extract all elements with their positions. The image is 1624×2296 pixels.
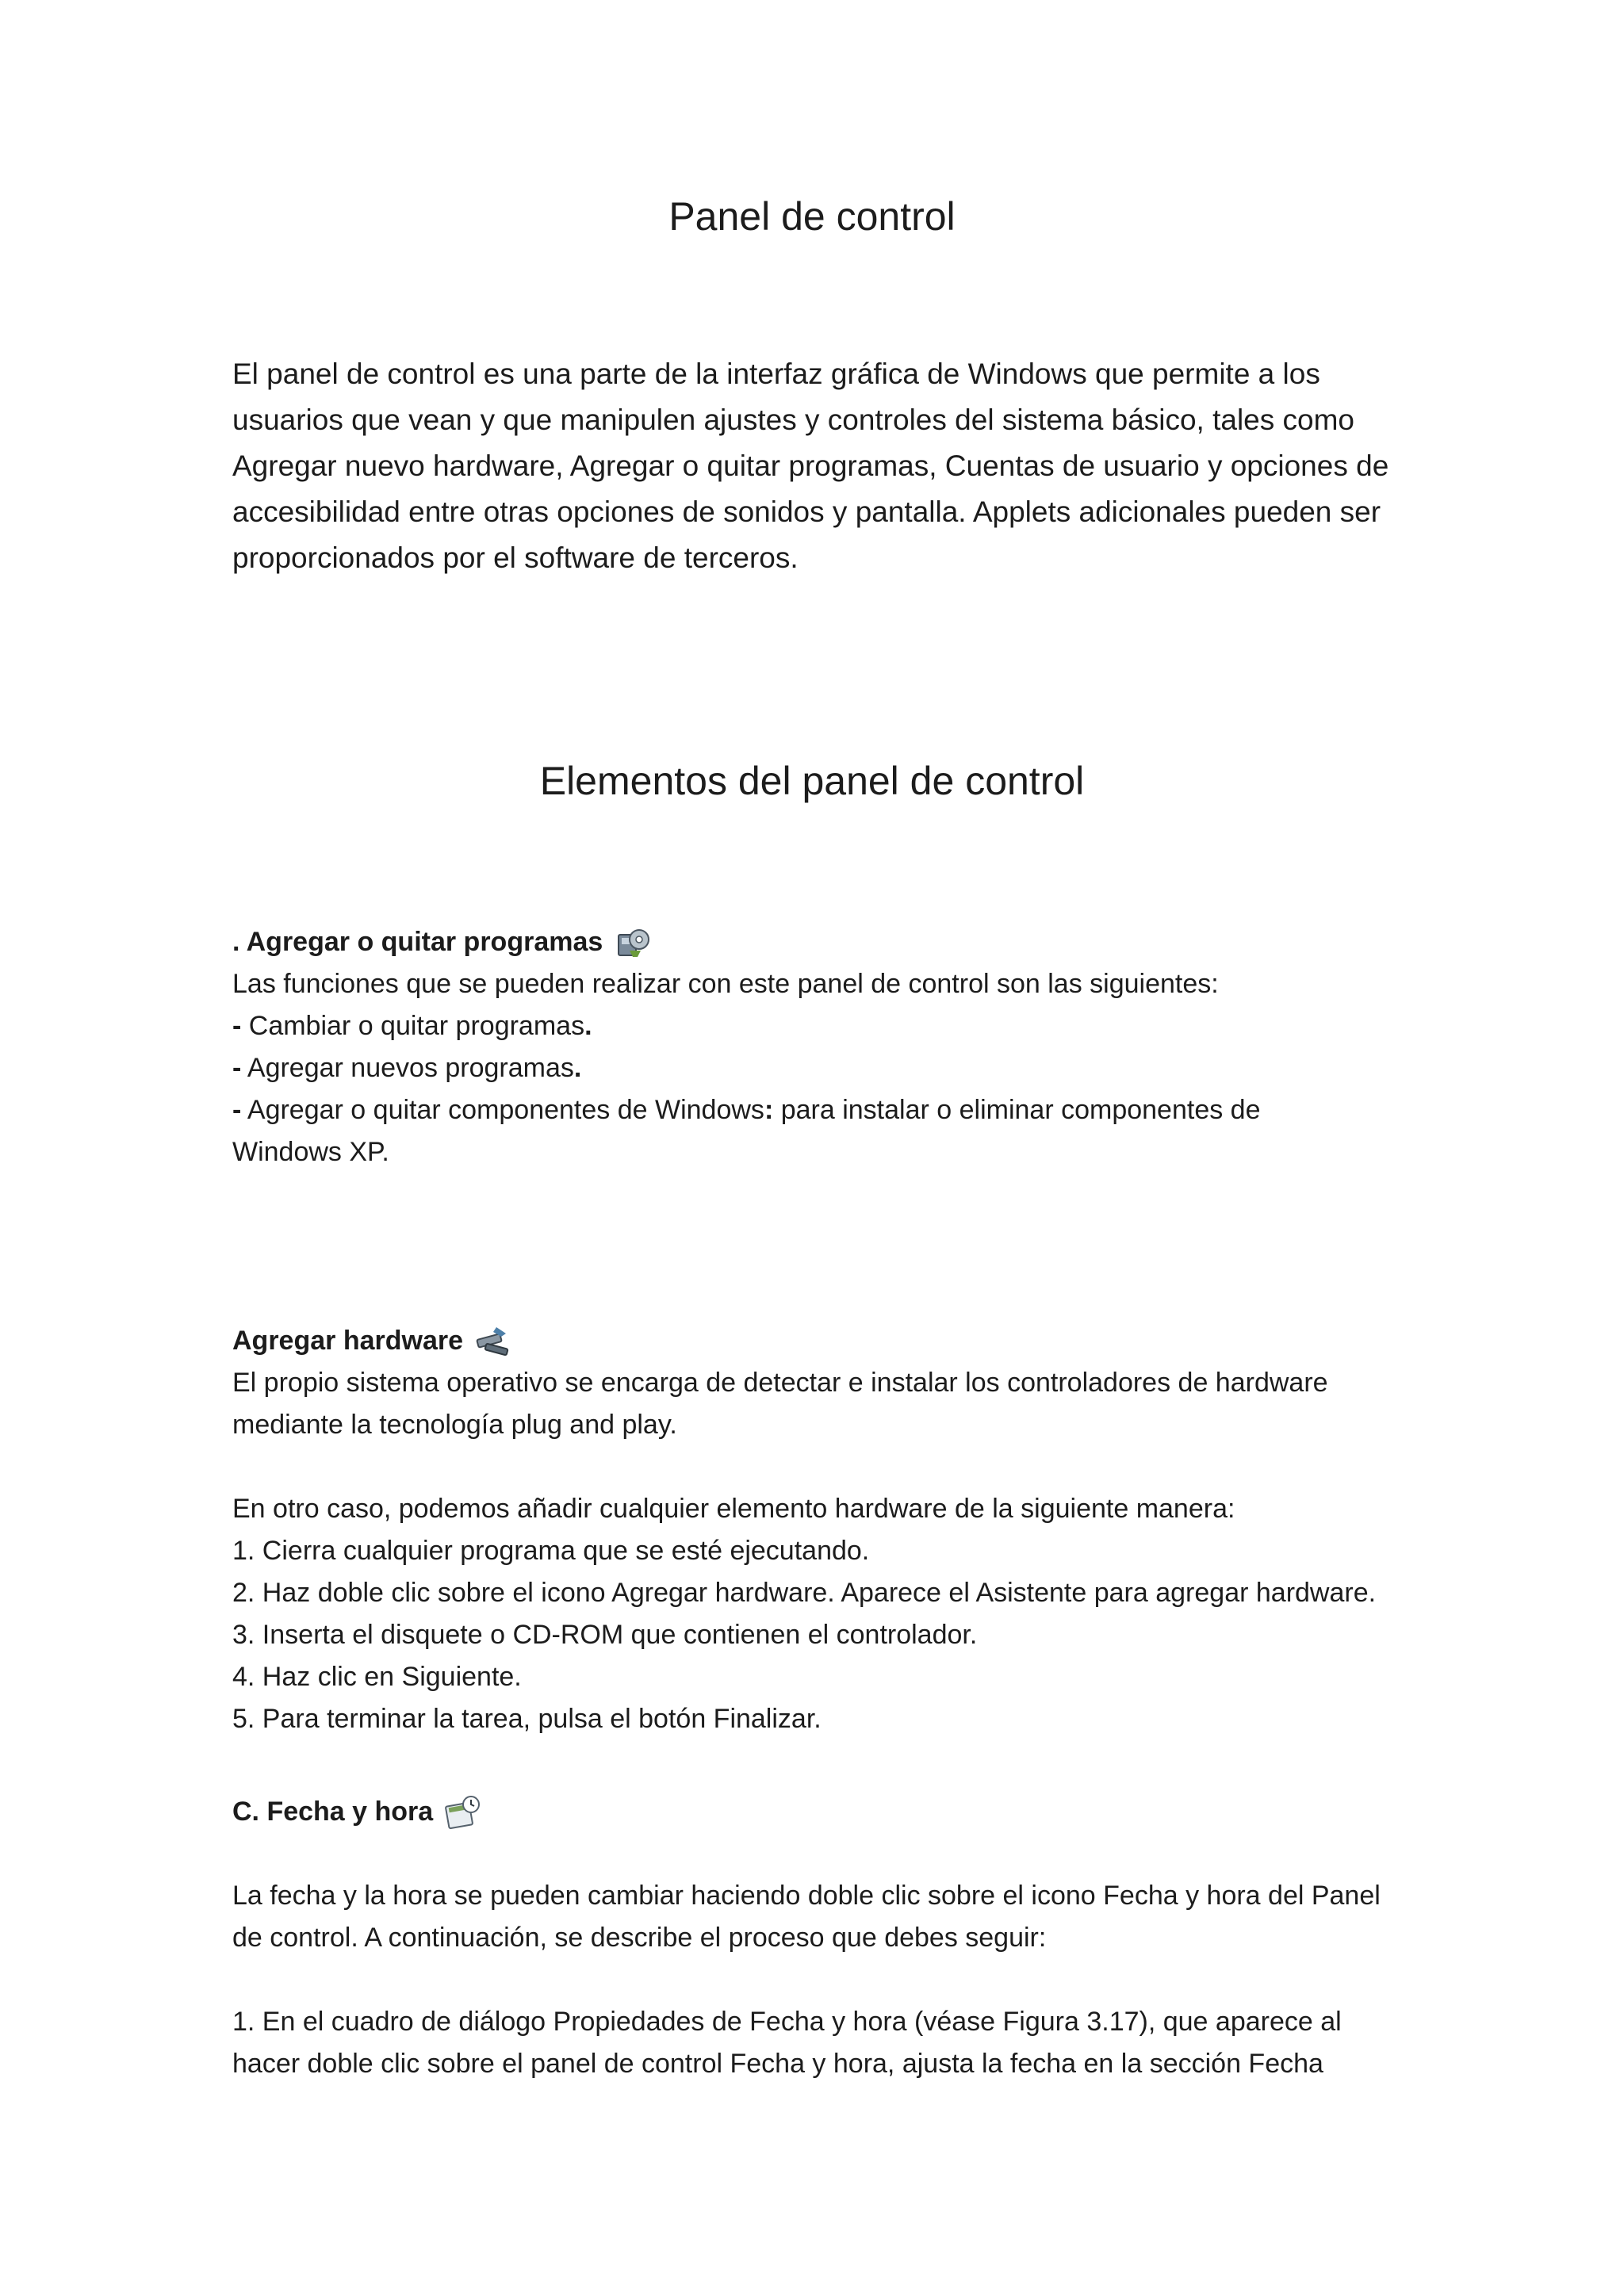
programs-intro: Las funciones que se pueden realizar con este panel de control son las siguientes:	[232, 969, 1219, 999]
spacer	[232, 1833, 1422, 1875]
intro-paragraph: El panel de control es una parte de la interfaz gráfica de Windows que permite a los usuarios que vean y que manipulen ajustes y controles del sistema básico, tales como Agregar nuevo hardware, Agregar o quitar programas, Cuentas de usuario y opciones de accesibilidad entre otras opciones de sonidos y pantalla. Applets adicionales pueden ser proporcionados por el software de terceros.	[232, 358, 1389, 574]
hardware-steps-intro: En otro caso, podemos añadir cualquier elemento hardware de la siguiente manera:	[232, 1494, 1235, 1524]
section-title: Elementos del panel de control	[539, 759, 1085, 803]
section-hardware	[232, 1320, 1422, 1740]
datetime-heading	[232, 1791, 1422, 1833]
section-datetime	[232, 1791, 1422, 2085]
section-programs	[232, 921, 1422, 1173]
hardware-heading	[232, 1320, 1422, 1362]
programs-heading-text: . Agregar o quitar programas	[232, 927, 603, 957]
programs-heading	[232, 921, 1422, 963]
datetime-step-1: 1. En el cuadro de diálogo Propiedades de Fecha y hora (véase Figura 3.17), que aparece al hacer doble clic sobre el panel de control Fecha y hora, ajusta la fecha en la sección Fecha	[232, 2007, 1342, 2079]
hardware-step: 5. Para terminar la tarea, pulsa el botón Finalizar.	[232, 1704, 822, 1734]
date-time-icon	[444, 1793, 482, 1831]
programs-item: - Cambiar o quitar programas.	[232, 1011, 592, 1041]
hardware-step: 2. Haz doble clic sobre el icono Agregar hardware. Aparece el Asistente para agregar hardware.	[232, 1578, 1377, 1608]
page-title: Panel de control	[668, 194, 956, 239]
spacer	[232, 1446, 1422, 1488]
programs-item: - Agregar o quitar componentes de Windows: para instalar o eliminar componentes de Windows XP.	[232, 1095, 1261, 1167]
datetime-paragraph: La fecha y la hora se pueden cambiar haciendo doble clic sobre el icono Fecha y hora del Panel de control. A continuación, se describe el proceso que debes seguir:	[232, 1881, 1381, 1953]
programs-icon	[614, 924, 652, 962]
hardware-step: 1. Cierra cualquier programa que se esté ejecutando.	[232, 1536, 870, 1566]
spacer	[232, 1959, 1422, 2001]
hardware-step: 4. Haz clic en Siguiente.	[232, 1662, 522, 1692]
datetime-heading-text: C. Fecha y hora	[232, 1797, 434, 1827]
hardware-paragraph-1: El propio sistema operativo se encarga de detectar e instalar los controladores de hardware mediante la tecnología plug and play.	[232, 1368, 1328, 1440]
hardware-heading-text: Agregar hardware	[232, 1326, 463, 1356]
programs-item: - Agregar nuevos programas.	[232, 1053, 582, 1083]
hardware-step: 3. Inserta el disquete o CD-ROM que contienen el controlador.	[232, 1620, 978, 1650]
hardware-icon	[474, 1322, 512, 1360]
